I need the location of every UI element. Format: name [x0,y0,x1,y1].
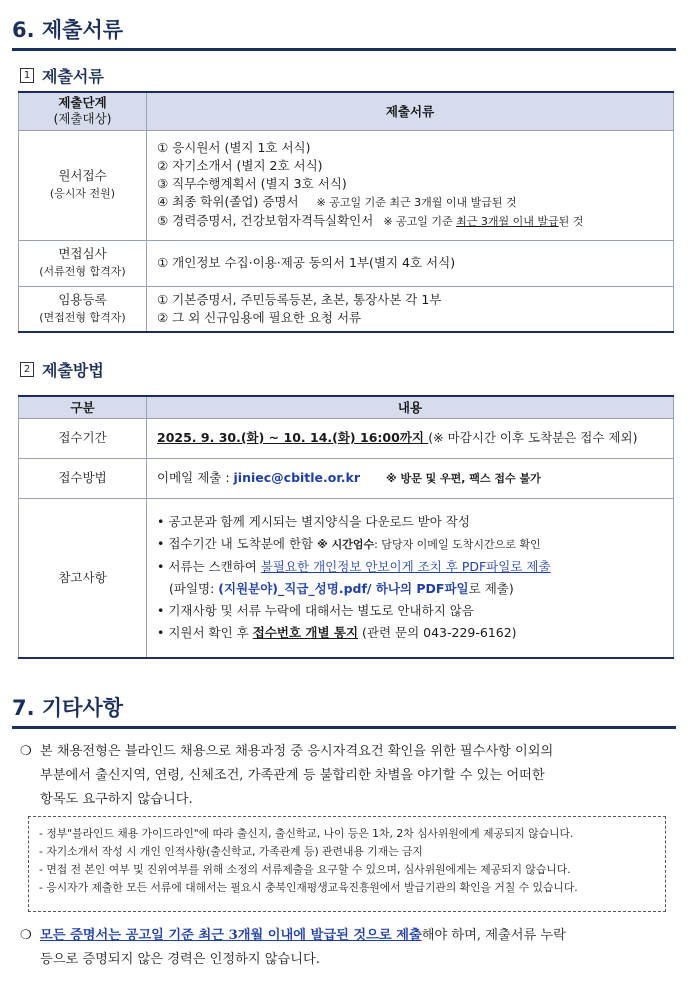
stage-cell: 원서접수 (응시자 전원) [19,130,147,240]
header-content: 내용 [147,396,674,418]
list-item: • 지원서 확인 후 접수번호 개별 통지 (관련 문의 043-229-6162) [157,625,517,641]
number-box: 2 [20,362,34,377]
subsection-submit-docs [20,64,104,87]
list-item: ③ 직무수행계획서 (별지 3호 서식) [157,176,347,191]
method-value: 이메일 제출 : jiniec@cbitle.or.kr ※ 방문 및 우편, 팩스 접수 불가 [147,458,674,498]
subsection-submit-method [20,358,104,381]
stage-cell: 면접심사 (서류전형 합격자) [19,240,147,286]
docs-cell [147,240,674,286]
method-label: 접수방법 [19,458,147,498]
list-item: • 공고문과 함께 게시되는 별지양식을 다운로드 받아 작성 [157,514,470,530]
submit-method-table [18,395,674,659]
section-7-title: 7. 기타사항 [12,692,676,729]
docs-cell [147,286,674,332]
list-item: ⑤ 경력증명서, 건강보험자격득실확인서 ※ 공고일 기준 최근 3개월 이내 발급된 것 [157,213,584,228]
list-item: • 기재사항 및 서류 누락에 대해서는 별도로 안내하지 않음 [157,603,474,619]
circle-bullet-icon: ❍ [20,928,32,943]
certificate-paragraph: ❍ 모든 증명서는 공고일 기준 최근 3개월 이내에 발급된 것으로 제출해야 하며, 제출서류 누락 등으로 증명되지 않은 경력은 인정하지 않습니다. [20,924,676,972]
table-row [19,240,674,286]
ref-label: 참고사항 [19,498,147,658]
list-item: ② 자기소개서 (별지 2호 서식) [157,158,323,173]
subsection-title: 제출방법 [42,361,104,380]
ref-content [147,498,674,658]
note-item: - 응시자가 제출한 모든 서류에 대해서는 필요시 충북인재평생교육진흥원에서 발급기관의 확인을 거칠 수 있습니다. [39,881,578,894]
submit-docs-table [18,91,674,333]
list-item: • 서류는 스캔하여 불필요한 개인정보 안보이게 조치 후 PDF파일로 제출 [157,559,551,575]
header-stage: 제출단계 (제출대상) [19,92,147,130]
list-item: (파일명: (지원분야)_직급_성명.pdf/ 하나의 PDF파일로 제출) [169,581,514,597]
period-value: 2025. 9. 30.(화) ~ 10. 14.(화) 16:00까지 (※ 마감시간 이후 도착분은 접수 제외) [147,418,674,458]
email-link[interactable]: jiniec@cbitle.or.kr [233,469,360,485]
docs-cell [147,130,674,240]
list-item: ④ 최종 학위(졸업) 증명서 ※ 공고일 기준 최근 3개월 이내 발급된 것 [157,194,517,209]
list-item: ① 응시원서 (별지 1호 서식) [157,140,311,155]
period-label: 접수기간 [19,418,147,458]
blind-hiring-paragraph: ❍ 본 채용전형은 블라인드 채용으로 채용과정 중 응시자격요건 확인을 위한 필수사항 이외의 부분에서 출신지역, 연령, 신체조건, 가족관계 등 불합리한 차별을 야기할 수 있는 어떠한 항목도 요구하지 않습니다. [20,740,676,812]
list-item: ① 개인정보 수집·이용·제공 동의서 1부(별지 4호 서식) [157,255,456,270]
section-6-title: 6. 제출서류 [12,14,676,51]
table-row [19,498,674,658]
table-row [19,130,674,240]
note-item: - 정부"블라인드 채용 가이드라인"에 따라 출신지, 출신학교, 나이 등은 1차, 2차 심사위원에게 제공되지 않습니다. [39,827,574,840]
table-row [19,418,674,458]
table-row [19,286,674,332]
list-item: ① 기본증명서, 주민등록등본, 초본, 통장사본 각 1부 [157,291,442,307]
notes-box [28,816,666,912]
list-item: ② 그 외 신규임용에 필요한 요청 서류 [157,309,362,325]
list-item: • 접수기간 내 도착분에 한함 ※ 시간엄수: 담당자 이메일 도착시간으로 확인 [157,536,541,552]
header-category: 구분 [19,396,147,418]
table-row [19,458,674,498]
subsection-title: 제출서류 [42,67,104,86]
circle-bullet-icon: ❍ [20,744,32,759]
note-item: - 면접 전 본인 여부 및 진위여부를 위해 소정의 서류제출을 요구할 수 있으며, 심사위원에게는 제공되지 않습니다. [39,863,571,876]
header-docs: 제출서류 [147,92,674,130]
number-box: 1 [20,68,34,83]
note-item: - 자기소개서 작성 시 개인 인적사항(출신학교, 가족관계 등) 관련내용 기재는 금지 [39,845,423,858]
stage-cell: 임용등록 (면접전형 합격자) [19,286,147,332]
